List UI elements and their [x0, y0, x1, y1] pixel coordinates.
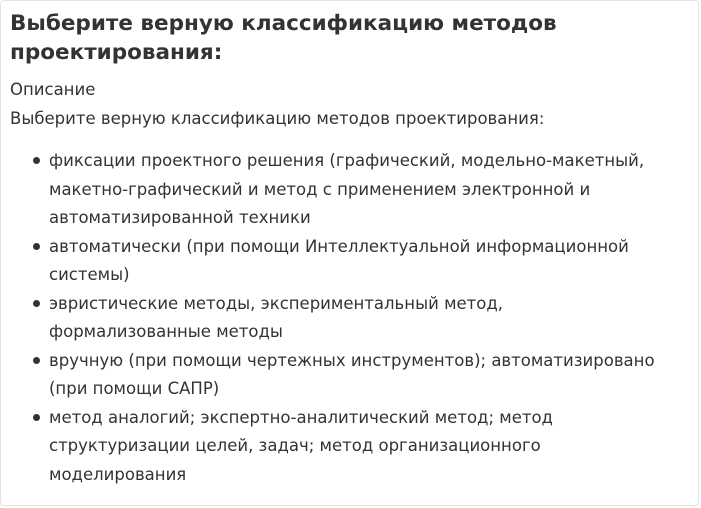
answer-option-label: метод аналогий; экспертно-аналитический метод; метод структуризации целей, задач; метод организационного моделирования [49, 407, 553, 484]
answer-option-1[interactable] [1, 147, 661, 233]
answer-option-2[interactable] [1, 233, 661, 290]
answer-option-5[interactable] [1, 404, 661, 490]
answer-option-label: эвристические методы, экспериментальный метод, формализованные методы [49, 293, 504, 341]
answer-option-label: автоматически (при помощи Интеллектуальной информационной системы) [49, 236, 629, 284]
bullet-icon [33, 300, 40, 307]
question-title: Выберите верную классификацию методов проектирования: [10, 11, 557, 65]
answer-options-list [1, 147, 661, 489]
description-label: Описание [10, 80, 96, 99]
answer-option-label: фиксации проектного решения (графический, модельно-макетный, макетно-графический и метод с применением электронной и автоматизированной техники [49, 151, 645, 227]
bullet-icon [33, 357, 40, 364]
answer-option-4[interactable] [1, 347, 661, 404]
bullet-icon [33, 243, 40, 250]
answer-option-label: вручную (при помощи чертежных инструментов); автоматизировано (при помощи САПР) [49, 350, 655, 398]
bullet-icon [33, 414, 40, 421]
answer-option-3[interactable] [1, 290, 661, 347]
description-text: Выберите верную классификацию методов проектирования: [10, 109, 545, 128]
bullet-icon [33, 157, 40, 164]
